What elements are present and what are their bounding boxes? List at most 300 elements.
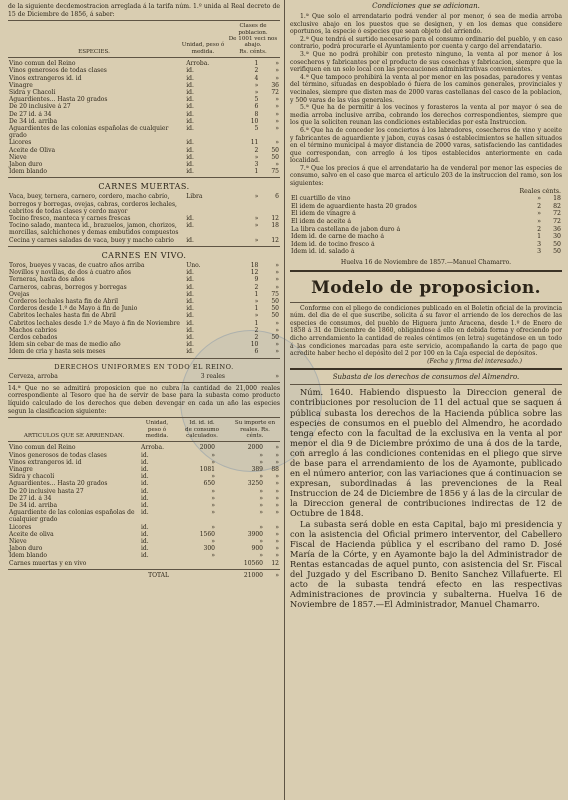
table-row bbox=[8, 538, 280, 545]
row-reales: 3 bbox=[254, 161, 259, 169]
row-label: Sidra y chacolí bbox=[9, 473, 55, 481]
row-unit: id. bbox=[186, 153, 194, 161]
row-reales: 1 bbox=[254, 60, 259, 68]
table-row bbox=[8, 284, 280, 291]
table-row bbox=[8, 312, 280, 319]
row-consumo: 2000 bbox=[199, 444, 215, 452]
row-unit: id. bbox=[141, 552, 149, 560]
row-importe: » bbox=[259, 451, 263, 459]
row-unit: id. bbox=[186, 161, 194, 169]
row-unit: id. bbox=[186, 269, 194, 277]
conditions-heading: Condiciones que se adicionan. bbox=[372, 2, 480, 10]
condition-paragraph: 5.ª Que ha de permitir á los vecinos y forasteros la venta al por mayor ó sea de media arroba inclusive arriba, cobrando los derechos correspondientes, siempre que los que la soliciten reunan las condiciones establecidas por esta Instruccion. bbox=[290, 104, 562, 127]
divider bbox=[8, 358, 280, 359]
row-label: Idem de cria y hasta seis meses bbox=[9, 348, 106, 356]
row-reales: 8 bbox=[254, 110, 259, 118]
signature-huelva: Huelva 16 de Noviembre de 1857.—Manuel Chamarro. bbox=[340, 259, 512, 266]
tariff-table-carnes-muertas bbox=[8, 193, 280, 243]
row-consumo: » bbox=[211, 458, 215, 466]
price-row bbox=[290, 203, 562, 211]
row-reales: » bbox=[254, 193, 259, 201]
row-unit: id. bbox=[186, 333, 194, 341]
row-label: Vinos extrangeros id. id bbox=[9, 458, 82, 466]
table-row bbox=[8, 531, 280, 538]
divider bbox=[290, 302, 562, 303]
row-label: Aceite de oliva bbox=[9, 530, 54, 538]
condition-paragraph: 1.ª Que solo el arrendatario podrá vender al por menor, ó sea de media arroba exclusive abajo en los puestos que se designen, y en los demas que considere oportunos, la especie ó especies que sean objeto del arriendo. bbox=[290, 13, 562, 36]
table-row bbox=[8, 545, 280, 552]
price-reales: 3 bbox=[537, 248, 541, 256]
table-row bbox=[8, 168, 280, 175]
row-reales: 9 bbox=[254, 276, 259, 284]
table-row bbox=[8, 466, 280, 473]
row-consumo: » bbox=[211, 494, 215, 502]
row-cents: » bbox=[275, 67, 279, 75]
row-cents: 12 bbox=[271, 559, 279, 567]
row-label: Cabritos lechales desde 1.º de Mayo á fin de Noviembre bbox=[9, 319, 180, 327]
row-reales: » bbox=[254, 236, 259, 244]
row-unit: id. bbox=[141, 487, 149, 495]
row-label: Vinagre bbox=[9, 465, 33, 473]
row-label: De 27 id. á 34 bbox=[9, 494, 52, 502]
row-importe: 900 bbox=[251, 545, 263, 553]
subasta-paragraph-1: Núm. 1640. Habiendo dispuesto la Direccion general de contribuciones por resolucion de 11 del actual que se saquen á pública subasta los derechos de la Hacienda pública sobre las especies de consumos en el pueblo del Almendro, he acordado tenga efecto con la facultad de la exclusiva en la venta al por menor el dia 9 de Diciembre próximo de una á dos de la tarde, con arreglo á las condiciones contenidas en el pliego que sirve de base para el arrendamiento de los de Ayamonte, publicado en el número anterior, con las variaciones que á continuacion se expresan, subordinadas á las prevenciones de la Real Instruccion de 24 de Diciembre de 1856 y á las de la circular de la Direccion general de contribuciones indirectas de 12 de Octubre de 1848. bbox=[290, 387, 562, 519]
row-label: Aguardientes... Hasta 20 grados bbox=[9, 96, 108, 104]
row-unit: Arroba. bbox=[141, 444, 165, 452]
price-label: El idem de vinagre á bbox=[291, 210, 356, 218]
price-cents: 72 bbox=[553, 218, 561, 226]
col-articulos: ARTICULOS QUE SE ARRIENDAN. bbox=[23, 432, 125, 439]
price-row bbox=[290, 233, 562, 241]
row-importe: 3900 bbox=[247, 530, 263, 538]
divider bbox=[8, 20, 280, 21]
price-row bbox=[290, 248, 562, 256]
row-label: Nieve bbox=[9, 153, 27, 161]
row-label: De 34 id. arriba bbox=[9, 117, 58, 125]
row-unit: id. bbox=[186, 67, 194, 75]
table-row bbox=[8, 509, 280, 523]
row-importe: » bbox=[259, 473, 263, 481]
table-row bbox=[8, 111, 280, 118]
price-cents: 18 bbox=[553, 195, 561, 203]
row-reales: » bbox=[254, 215, 259, 223]
col-idem: Id. id. id. bbox=[189, 420, 215, 427]
row-unit: id. bbox=[186, 348, 194, 356]
row-label: Aguardiente de las colonias españolas de cualquier grado bbox=[9, 509, 135, 524]
row-label: Idem sin cebar de mas de medio año bbox=[9, 341, 121, 349]
row-reales: 2 bbox=[254, 283, 259, 291]
row-cents: » bbox=[275, 545, 279, 553]
condition-paragraph: 2.ª Que tendrá el surtido necesario para el consumo ordinario del pueblo, y en caso contrario, podrá procurarle el Ayuntamiento por cuenta y cargo del arrendatario. bbox=[290, 35, 562, 51]
price-reales: 3 bbox=[537, 240, 541, 248]
modelo-text: Conforme con el pliego de condiciones publicado en el Boletin oficial de la provincia núm. del dia de el que suscribe, solicita á su favor el arriendo de los derechos de las especies de consumos, del pueblo de Higuera junto Aracena, desde 1.º de Enero de 1858 á 31 de Diciembre de 1860, obligándose á ello en debida forma y ofreciendo por dicho arrendamiento la cantidad de reales céntimos (en letra) sugetándose en un todo á las condiciones marcadas para este servicio, acompañando la carta de pago que acredite haber hecho el depósito del 2 por 100 en la Caja especial de depósitos. bbox=[290, 304, 562, 358]
row-reales: 12 bbox=[250, 269, 259, 277]
row-cents: 18 bbox=[271, 222, 279, 230]
row-importe: 2000 bbox=[247, 444, 263, 452]
row-reales: » bbox=[254, 81, 259, 89]
row-label: Nieve bbox=[9, 537, 27, 545]
divider bbox=[8, 569, 280, 570]
row-label: Vinos extrangeros id. id bbox=[9, 74, 82, 82]
row-cents: » bbox=[275, 501, 279, 509]
row-label: De 34 id. arriba bbox=[9, 501, 58, 509]
row-unit: id. bbox=[141, 494, 149, 502]
row-reales: » bbox=[254, 312, 259, 320]
row-reales: 2 bbox=[254, 146, 259, 154]
divider bbox=[8, 57, 280, 58]
conditions-list bbox=[290, 13, 562, 188]
row-unit: id. bbox=[141, 537, 149, 545]
row-unit: id. bbox=[186, 326, 194, 334]
row-cents: » bbox=[275, 139, 279, 147]
right-column bbox=[290, 0, 562, 609]
row-unit: id. bbox=[141, 545, 149, 553]
table-row bbox=[8, 444, 280, 451]
table-row bbox=[8, 237, 280, 244]
price-label: El idem de aceite á bbox=[291, 218, 352, 226]
row-unit: id. bbox=[186, 297, 194, 305]
table-row bbox=[8, 269, 280, 276]
table-row bbox=[8, 459, 280, 466]
row-cents: » bbox=[275, 125, 279, 133]
row-cents: » bbox=[275, 537, 279, 545]
table-row bbox=[8, 488, 280, 495]
left-column bbox=[8, 0, 280, 579]
table-row bbox=[8, 341, 280, 348]
row-importe: » bbox=[259, 552, 263, 560]
articles-table-header bbox=[8, 420, 280, 439]
condition-paragraph: 6.ª Que ha de conceder los conciertos á los labradores, cosecheros de vino y aceite y fabricantes de aguardiente y jabon, cuyas casas ó establecimientos se hallen situados en el término municipal á mayor distancia de 2000 varas, satisfaciendo las cantidades que correspondan, con arreglo á los tipos establecidos anteriormente en cada localidad. bbox=[290, 126, 562, 165]
price-reales: 2 bbox=[537, 225, 541, 233]
row-reales: 2 bbox=[254, 67, 259, 75]
row-label: Vaca, buey, ternera, carnero, cordero, macho cabrío, borregos y borregas, ovejas, cabras, corderos lechales, cabritos de todas clases y cerdo mayor bbox=[9, 193, 177, 215]
row-label: Toros, bueyes y vacas, de cuatro años arriba bbox=[9, 261, 145, 269]
row-reales: 2 bbox=[254, 333, 259, 341]
fecha-firma: (Fecha y firma del interesado.) bbox=[427, 357, 522, 365]
row-unit bbox=[140, 560, 174, 567]
price-row bbox=[290, 195, 562, 203]
price-reales: 2 bbox=[537, 202, 541, 210]
row-consumo: » bbox=[211, 523, 215, 531]
row-cents: 88 bbox=[271, 465, 279, 473]
table-row bbox=[8, 154, 280, 161]
heading-carnes-muertas: CARNES MUERTAS. bbox=[98, 182, 190, 192]
row-reales: 10 bbox=[250, 117, 259, 125]
table-row bbox=[8, 320, 280, 327]
divider bbox=[8, 441, 280, 442]
table-row bbox=[8, 291, 280, 298]
table-row bbox=[8, 67, 280, 74]
cerveza-label: Cerveza, arroba bbox=[9, 372, 58, 380]
condition-paragraph: 4.ª Que tampoco prohibirá la venta al por menor en las posadas, paradores y ventas del término, situadas en despoblado ó fuera de los caminos generales, provinciales y vecinales, siempre que disten mas de 2000 varas castellanas del casco de la poblacion, y 500 varas de las vías generales. bbox=[290, 73, 562, 104]
row-consumo: 1560 bbox=[199, 530, 215, 538]
prices-head: Reales cénts. bbox=[519, 187, 561, 195]
row-label: Carneros, cabras, borregos y borregas bbox=[9, 283, 127, 291]
row-reales: 6 bbox=[254, 348, 259, 356]
table-row bbox=[8, 452, 280, 459]
table-row bbox=[8, 276, 280, 283]
condition-paragraph: 7.ª Que los precios á que el arrendatario ha de venderal por menor las especies de consumo, salvo en el caso que marca el artículo 203 de la instruccion del ramo, son los siguientes: bbox=[290, 164, 562, 188]
row-cents: 50 bbox=[271, 297, 279, 305]
total-row bbox=[8, 572, 280, 579]
row-unit: id. bbox=[186, 222, 194, 230]
table-row bbox=[8, 480, 280, 487]
table-row bbox=[8, 495, 280, 502]
row-unit: id. bbox=[186, 125, 194, 133]
row-label: Licores bbox=[9, 139, 32, 147]
row-label: Corderos lechales hasta fin de Abril bbox=[9, 297, 119, 305]
table-row bbox=[8, 262, 280, 269]
row-unit: id. bbox=[186, 319, 194, 327]
table-row bbox=[8, 222, 280, 236]
total-cents: » bbox=[275, 571, 279, 579]
row-label: Ovejas bbox=[9, 290, 30, 298]
row-cents: » bbox=[275, 74, 279, 82]
price-cents: 82 bbox=[553, 202, 561, 210]
total-label: TOTAL bbox=[148, 571, 169, 579]
row-cents: » bbox=[275, 348, 279, 356]
divider bbox=[290, 384, 562, 385]
row-unit: id. bbox=[186, 146, 194, 154]
row-cents: 36 bbox=[271, 81, 279, 89]
row-unit: id. bbox=[186, 103, 194, 111]
table-row bbox=[8, 305, 280, 312]
row-unit: id. bbox=[186, 168, 194, 176]
divider bbox=[290, 270, 562, 272]
row-importe: » bbox=[259, 494, 263, 502]
table-row bbox=[8, 89, 280, 96]
row-unit: id. bbox=[186, 117, 194, 125]
row-cents: 50 bbox=[271, 146, 279, 154]
row-importe: » bbox=[259, 487, 263, 495]
row-label: Tocino salado, manteca id., brazuelos, jamon, chorizos, morcillas, salchichones y demas embutidos compuestos bbox=[9, 222, 179, 237]
row-cents: » bbox=[275, 276, 279, 284]
row-unit: id. bbox=[186, 283, 194, 291]
row-unit: id. bbox=[141, 480, 149, 488]
row-cents: » bbox=[275, 523, 279, 531]
row-cents: » bbox=[275, 96, 279, 104]
row-label: Vinos generosos de todas clases bbox=[9, 67, 107, 75]
row-unit: id. bbox=[186, 89, 194, 97]
row-importe: 3250 bbox=[247, 480, 263, 488]
price-label: Idem id. de tocino fresco á bbox=[291, 240, 375, 248]
price-row bbox=[290, 210, 562, 218]
cerveza-row bbox=[8, 373, 280, 380]
row-cents: » bbox=[275, 451, 279, 459]
table-row bbox=[8, 139, 280, 146]
row-label: Vino comun del Reino bbox=[9, 444, 76, 452]
row-unit: id. bbox=[186, 81, 194, 89]
row-label: Vinos generosos de todas clases bbox=[9, 451, 107, 459]
table-row bbox=[8, 125, 280, 139]
row-label: Aguardientes de las colonias españolas de cualquier grado bbox=[9, 125, 169, 140]
heading-carnes-vivo: CARNES EN VIVO. bbox=[101, 250, 187, 260]
row-consumo: » bbox=[211, 487, 215, 495]
row-cents: » bbox=[275, 444, 279, 452]
row-reales: 5 bbox=[254, 96, 259, 104]
price-label: El idem de aguardiente hasta 20 grados bbox=[291, 202, 417, 210]
tariff-intro: de la siguiente decdemostracion arreglada á la tarifa núm. 1.º unida al Real decreto de 15 de Diciembre de 1856, á saber: bbox=[8, 3, 280, 18]
price-cents: 50 bbox=[553, 240, 561, 248]
row-label: Corderos desde 1.º de Mayo á fin de Junio bbox=[9, 305, 138, 313]
prices-rows bbox=[290, 195, 562, 256]
row-unit: id. bbox=[186, 74, 194, 82]
row-consumo: » bbox=[211, 501, 215, 509]
divider bbox=[8, 417, 280, 418]
row-label: Vinagre bbox=[9, 81, 33, 89]
row-cents: 12 bbox=[271, 215, 279, 223]
subasta-heading: Subasta de los derechos de consumos del Almendro. bbox=[332, 373, 520, 382]
row-label: Licores bbox=[9, 523, 32, 531]
row-cents: 50 bbox=[271, 333, 279, 341]
price-reales: » bbox=[537, 218, 541, 226]
row-unit: id. bbox=[141, 523, 149, 531]
row-cents: 75 bbox=[271, 168, 279, 176]
row-importe: 10560 bbox=[243, 559, 263, 567]
row-label: De 20 inclusive hasta 27 bbox=[9, 487, 84, 495]
cerveza-value: » bbox=[275, 372, 279, 380]
price-cents: 30 bbox=[553, 233, 561, 241]
row-consumo: 1081 bbox=[199, 465, 215, 473]
condition-14: 14.ª Que no se admitirá proposicion que no cubra la cantidad de 21,000 reales correspondiente al Tesoro que ha de servir de base para la subasta como producto líquido calculado de los derechos que deben devengar en cada un año las especies segun la clasificacion siguiente: bbox=[8, 384, 280, 415]
col-clases: Clases de poblacion. bbox=[238, 23, 268, 36]
row-importe: » bbox=[259, 537, 263, 545]
row-unit: id. bbox=[186, 110, 194, 118]
row-label: Machos cabríos bbox=[9, 326, 57, 334]
price-label: El cuartillo de vino bbox=[291, 195, 351, 203]
row-reales: 11 bbox=[250, 139, 259, 147]
row-cents: » bbox=[275, 341, 279, 349]
col-rs: Rs. bbox=[239, 48, 249, 55]
row-reales: 18 bbox=[250, 261, 259, 269]
row-unit: Arroba. bbox=[186, 60, 210, 68]
row-unit: id. bbox=[141, 530, 149, 538]
price-row bbox=[290, 218, 562, 226]
price-label: Idem id. de carne de macho á bbox=[291, 233, 385, 241]
row-label: Cabritos lechales hasta fin de Abril bbox=[9, 312, 116, 320]
row-label: Carnes muertas y en vivo bbox=[9, 559, 87, 567]
row-unit: id. bbox=[141, 501, 149, 509]
divider bbox=[8, 382, 280, 383]
row-reales: 1 bbox=[254, 305, 259, 313]
price-reales: 1 bbox=[537, 233, 541, 241]
row-reales: 1 bbox=[254, 168, 259, 176]
price-label: La libra castellana de jabon duro á bbox=[291, 225, 401, 233]
row-unit: id. bbox=[141, 458, 149, 466]
table-row bbox=[8, 82, 280, 89]
table-row bbox=[8, 75, 280, 82]
row-reales: » bbox=[254, 297, 259, 305]
divider bbox=[8, 177, 280, 178]
heading-derechos-uniformes: DERECHOS UNIFORMES EN TODO EL REINO. bbox=[54, 362, 234, 371]
row-unit: id. bbox=[186, 276, 194, 284]
row-cents: » bbox=[275, 494, 279, 502]
row-label: Novillos y novillas, de dos á cuatro años bbox=[9, 269, 131, 277]
row-unit: id. bbox=[186, 312, 194, 320]
row-unit: id. bbox=[141, 473, 149, 481]
row-importe: » bbox=[259, 509, 263, 517]
row-importe: 389 bbox=[251, 465, 263, 473]
row-reales: 6 bbox=[254, 103, 259, 111]
table-row bbox=[8, 96, 280, 103]
row-label: Jabon duro bbox=[9, 545, 43, 553]
row-unit: Uno. bbox=[186, 261, 201, 269]
price-reales: » bbox=[537, 195, 541, 203]
price-reales: » bbox=[537, 210, 541, 218]
row-label: Tocino fresco, manteca y carnes frescas bbox=[9, 215, 131, 223]
row-unit: Libra bbox=[186, 193, 203, 201]
row-unit: id. bbox=[141, 451, 149, 459]
row-cents: » bbox=[275, 269, 279, 277]
row-label: Aguardientes... Hasta 20 grados bbox=[9, 480, 108, 488]
row-cents: » bbox=[275, 458, 279, 466]
total-value: 21000 bbox=[243, 571, 263, 579]
row-reales: » bbox=[254, 222, 259, 230]
table-row bbox=[8, 524, 280, 531]
row-consumo: 650 bbox=[203, 480, 215, 488]
row-unit: id. bbox=[186, 215, 194, 223]
divider bbox=[8, 246, 280, 247]
price-cents: 36 bbox=[553, 225, 561, 233]
row-importe: » bbox=[259, 523, 263, 531]
row-label: Jabon duro bbox=[9, 161, 43, 169]
tariff-table-header bbox=[8, 23, 280, 55]
row-cents: 75 bbox=[271, 290, 279, 298]
row-label: Vino comun del Reino bbox=[9, 60, 76, 68]
row-importe: » bbox=[259, 458, 263, 466]
table-row bbox=[8, 334, 280, 341]
row-cents: 12 bbox=[271, 236, 279, 244]
row-cents: » bbox=[275, 283, 279, 291]
col-unidad: Unidad, peso ó medida. bbox=[181, 42, 225, 55]
row-cents: 50 bbox=[271, 153, 279, 161]
row-reales: 1 bbox=[254, 319, 259, 327]
row-label: Terneras, hasta dos años bbox=[9, 276, 85, 284]
divider bbox=[290, 368, 562, 370]
row-cents: » bbox=[275, 60, 279, 68]
row-unit: id. bbox=[186, 305, 194, 313]
table-row bbox=[8, 193, 280, 215]
row-label: Idem blando bbox=[9, 168, 48, 176]
row-reales: 10 bbox=[250, 341, 259, 349]
row-unit: id. bbox=[186, 236, 194, 244]
table-row bbox=[8, 348, 280, 355]
row-cents: 50 bbox=[271, 305, 279, 313]
subasta-paragraph-2: La subasta será doble en esta Capital, bajo mi presidencia y con la asistencia del Oficial primero interventor, del Cabellero Fiscal de Hacienda pública y el escribano del ramo D. José María de la Córte, y en Ayamonte bajo la del Administrador de Rentas estancadas de aquel punto, con asistencia del Sr. Fiscal del Juzgado y del Escribano D. Benito Sanchez Villafuerte. El acto de la subasta tendrá efecto en las respectivas Administraciones de provincia y subalterna. Huelva 16 de Noviembre de 1857.—El Administrador, Manuel Chamarro. bbox=[290, 518, 562, 610]
row-consumo: » bbox=[211, 451, 215, 459]
price-row bbox=[290, 226, 562, 234]
table-row bbox=[8, 298, 280, 305]
prices-table bbox=[290, 188, 562, 196]
row-cents: » bbox=[275, 473, 279, 481]
row-unit: id. bbox=[186, 290, 194, 298]
price-cents: 72 bbox=[553, 210, 561, 218]
row-unit: id. bbox=[141, 465, 149, 473]
row-reales: 2 bbox=[254, 326, 259, 334]
row-label: Cecina y carnes saladas de vaca, buey y macho cabrío bbox=[9, 236, 174, 244]
table-row bbox=[8, 552, 280, 559]
row-cents: » bbox=[275, 110, 279, 118]
row-label: Cerdos cebados bbox=[9, 333, 58, 341]
row-label: Aceite de Oliva bbox=[9, 146, 56, 154]
table-row bbox=[8, 147, 280, 154]
row-consumo: » bbox=[211, 473, 215, 481]
row-importe: » bbox=[259, 501, 263, 509]
row-cents: 72 bbox=[271, 89, 279, 97]
row-cents: » bbox=[275, 261, 279, 269]
price-label: Idem id. id. salado á bbox=[291, 248, 355, 256]
row-cents: 6 bbox=[275, 193, 279, 201]
